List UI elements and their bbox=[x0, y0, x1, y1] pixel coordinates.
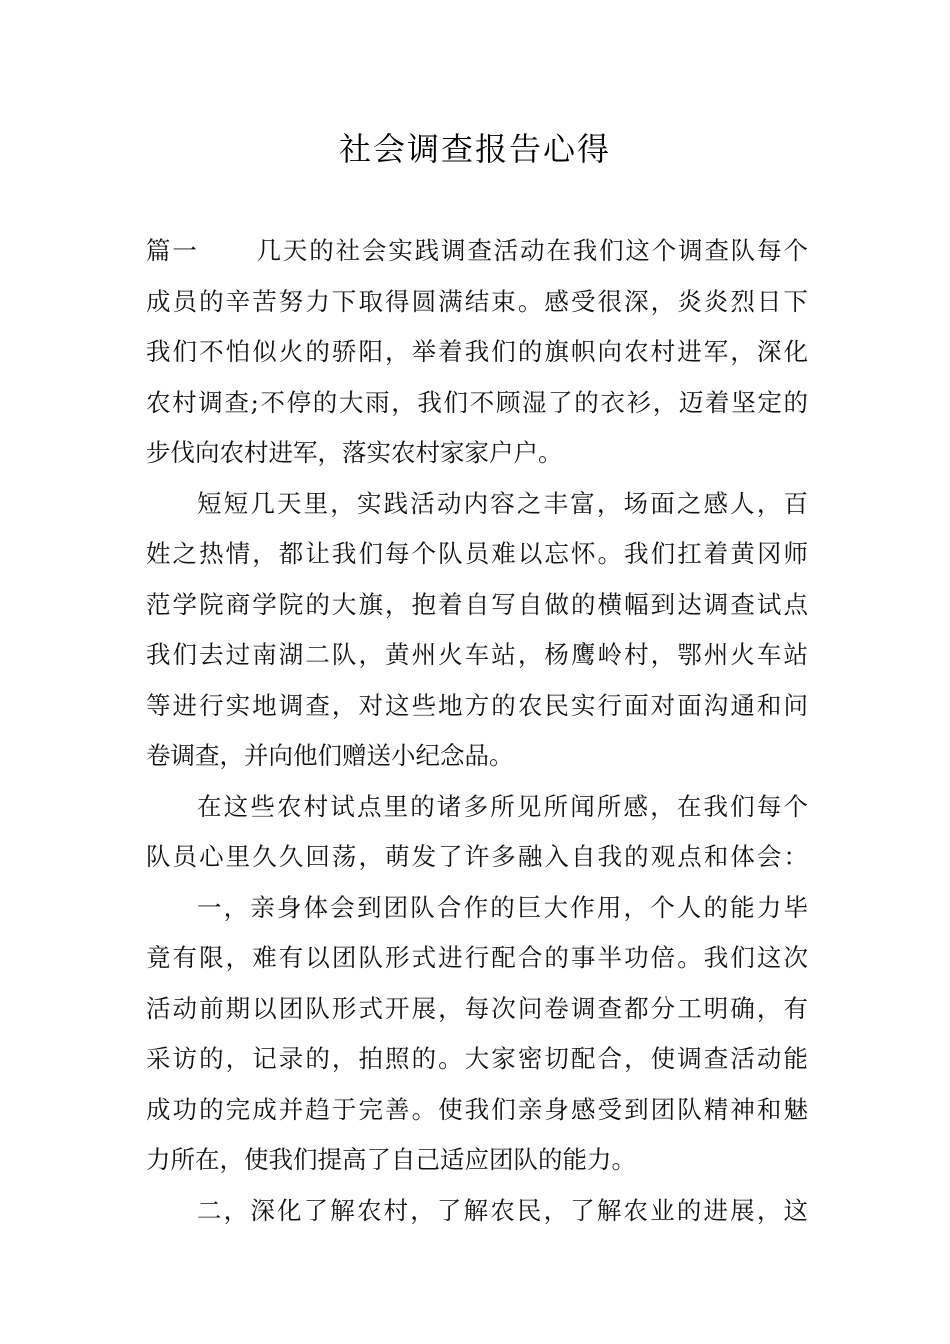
text-line-19: 力所在，使我们提高了自己适应团队的能力。 bbox=[146, 1145, 636, 1174]
text-line-14: 一，亲身体会到团队合作的巨大作用，个人的能力毕 bbox=[197, 892, 808, 922]
text-line-11: 卷调查，并向他们赠送小纪念品。 bbox=[146, 741, 514, 770]
text-line-2: 成员的辛苦努力下取得圆满结束。感受很深，炎炎烈日下 bbox=[146, 286, 808, 316]
text-line-1-content: 几天的社会实践调查活动在我们这个调查队每个 bbox=[254, 236, 809, 265]
text-line-10: 等进行实地调查，对这些地方的农民实行面对面沟通和问 bbox=[146, 690, 808, 720]
text-line-3: 我们不怕似火的骄阳，举着我们的旗帜向农村进军，深化 bbox=[146, 337, 808, 366]
text-line-13: 队员心里久久回荡，萌发了许多融入自我的观点和体会： bbox=[146, 842, 808, 871]
text-line-1 bbox=[146, 226, 808, 277]
document-body bbox=[146, 226, 808, 1236]
text-line-18: 成功的完成并趋于完善。使我们亲身感受到团队精神和魅 bbox=[146, 1094, 808, 1124]
text-line-5: 步伐向农村进军，落实农村家家户户。 bbox=[146, 438, 563, 467]
section-label: 篇一 bbox=[146, 236, 199, 265]
text-line-16: 活动前期以团队形式开展，每次问卷调查都分工明确，有 bbox=[146, 993, 808, 1023]
text-line-17: 采访的，记录的，拍照的。大家密切配合，使调查活动能 bbox=[146, 1044, 808, 1073]
text-line-12: 在这些农村试点里的诸多所见所闻所感，在我们每个 bbox=[197, 791, 808, 821]
text-line-8: 范学院商学院的大旗，抱着自写自做的横幅到达调查试点 bbox=[146, 589, 808, 619]
text-line-15: 竟有限，难有以团队形式进行配合的事半功倍。我们这次 bbox=[146, 943, 808, 972]
text-line-4: 农村调查;不停的大雨，我们不顾湿了的衣衫，迈着坚定的 bbox=[146, 387, 808, 417]
text-line-7: 姓之热情，都让我们每个队员难以忘怀。我们扛着黄冈师 bbox=[146, 539, 808, 568]
text-line-9: 我们去过南湖二队，黄州火车站，杨鹰岭村，鄂州火车站 bbox=[146, 640, 808, 669]
text-line-6: 短短几天里，实践活动内容之丰富，场面之感人，百 bbox=[197, 488, 808, 518]
document-title: 社会调查报告心得 bbox=[338, 130, 611, 168]
text-line-20: 二，深化了解农村，了解农民，了解农业的进展，这 bbox=[197, 1195, 808, 1225]
